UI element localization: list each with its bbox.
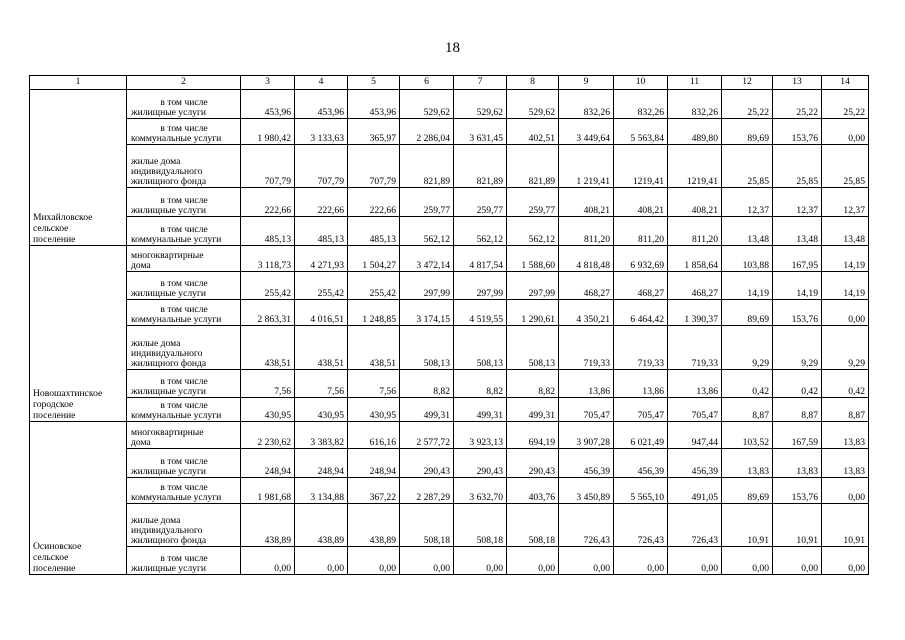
category-line: коммунальные услуги bbox=[131, 313, 222, 325]
category-cell bbox=[127, 398, 241, 422]
value-cell: 10,91 bbox=[773, 504, 822, 547]
value-cell: 259,77 bbox=[507, 188, 559, 217]
table-row bbox=[30, 398, 869, 422]
value-cell: 9,29 bbox=[722, 326, 773, 370]
category-line: индивидуального bbox=[131, 347, 203, 359]
value-cell: 726,43 bbox=[668, 504, 722, 547]
settlement-name-line: поселение bbox=[33, 409, 76, 421]
value-cell: 3 133,63 bbox=[295, 119, 348, 145]
category-line: жилые дома bbox=[131, 514, 181, 526]
value-cell: 3 472,14 bbox=[400, 246, 454, 272]
value-cell: 707,79 bbox=[295, 145, 348, 188]
category-line: коммунальные услуги bbox=[131, 233, 222, 245]
category-cell bbox=[127, 272, 241, 300]
value-cell: 6 932,69 bbox=[614, 246, 668, 272]
value-cell: 726,43 bbox=[614, 504, 668, 547]
header-cell-14: 14 bbox=[822, 76, 869, 90]
value-cell: 8,82 bbox=[400, 370, 454, 398]
value-cell: 14,19 bbox=[822, 272, 869, 300]
value-cell: 508,13 bbox=[400, 326, 454, 370]
category-cell bbox=[127, 422, 241, 449]
category-line: индивидуального bbox=[131, 524, 203, 536]
table-row bbox=[30, 272, 869, 300]
value-cell: 438,89 bbox=[348, 504, 400, 547]
value-cell: 485,13 bbox=[295, 217, 348, 246]
table-row bbox=[30, 449, 869, 478]
settlement-name bbox=[30, 422, 127, 575]
category-cell bbox=[127, 217, 241, 246]
value-cell: 4 818,48 bbox=[559, 246, 614, 272]
value-cell: 8,82 bbox=[507, 370, 559, 398]
value-cell: 0,00 bbox=[559, 547, 614, 575]
value-cell: 508,13 bbox=[454, 326, 507, 370]
settlement-name-line: поселение bbox=[33, 233, 76, 245]
header-cell-7: 7 bbox=[454, 76, 507, 90]
value-cell: 6 464,42 bbox=[614, 300, 668, 326]
value-cell: 468,27 bbox=[559, 272, 614, 300]
header-cell-2: 2 bbox=[127, 76, 241, 90]
category-cell bbox=[127, 119, 241, 145]
value-cell: 508,18 bbox=[454, 504, 507, 547]
table-row bbox=[30, 504, 869, 547]
value-cell: 491,05 bbox=[668, 478, 722, 504]
value-cell: 508,18 bbox=[507, 504, 559, 547]
value-cell: 0,00 bbox=[400, 547, 454, 575]
value-cell: 1219,41 bbox=[614, 145, 668, 188]
value-cell: 297,99 bbox=[507, 272, 559, 300]
category-line: жилищные услуги bbox=[131, 562, 207, 574]
value-cell: 297,99 bbox=[400, 272, 454, 300]
value-cell: 438,51 bbox=[241, 326, 295, 370]
value-cell: 562,12 bbox=[400, 217, 454, 246]
settlement-name-line: сельское bbox=[33, 222, 69, 234]
value-cell: 1 588,60 bbox=[507, 246, 559, 272]
category-line: жилищного фонда bbox=[131, 534, 207, 546]
value-cell: 811,20 bbox=[668, 217, 722, 246]
category-line: жилищные услуги bbox=[131, 204, 207, 216]
value-cell: 6 021,49 bbox=[614, 422, 668, 449]
header-cell-4: 4 bbox=[295, 76, 348, 90]
value-cell: 508,18 bbox=[400, 504, 454, 547]
value-cell: 0,00 bbox=[822, 119, 869, 145]
value-cell: 5 565,10 bbox=[614, 478, 668, 504]
value-cell: 832,26 bbox=[668, 90, 722, 119]
value-cell: 1 219,41 bbox=[559, 145, 614, 188]
value-cell: 694,19 bbox=[507, 422, 559, 449]
value-cell: 0,00 bbox=[822, 478, 869, 504]
value-cell: 2 287,29 bbox=[400, 478, 454, 504]
category-line: в том числе bbox=[160, 399, 208, 411]
settlement-name bbox=[30, 90, 127, 246]
value-cell: 947,44 bbox=[668, 422, 722, 449]
value-cell: 562,12 bbox=[507, 217, 559, 246]
category-cell bbox=[127, 145, 241, 188]
category-cell bbox=[127, 246, 241, 272]
settlement-name-line: Новошахтинское bbox=[33, 387, 103, 399]
category-line: в том числе bbox=[160, 552, 208, 564]
value-cell: 367,22 bbox=[348, 478, 400, 504]
value-cell: 8,87 bbox=[822, 398, 869, 422]
value-cell: 248,94 bbox=[241, 449, 295, 478]
category-line: в том числе bbox=[160, 96, 208, 108]
value-cell: 438,89 bbox=[241, 504, 295, 547]
value-cell: 485,13 bbox=[241, 217, 295, 246]
value-cell: 408,21 bbox=[559, 188, 614, 217]
value-cell: 3 449,64 bbox=[559, 119, 614, 145]
value-cell: 499,31 bbox=[507, 398, 559, 422]
header-cell-6: 6 bbox=[400, 76, 454, 90]
value-cell: 8,82 bbox=[454, 370, 507, 398]
value-cell: 12,37 bbox=[822, 188, 869, 217]
value-cell: 25,22 bbox=[822, 90, 869, 119]
table-row bbox=[30, 188, 869, 217]
value-cell: 562,12 bbox=[454, 217, 507, 246]
category-cell bbox=[127, 90, 241, 119]
category-cell bbox=[127, 326, 241, 370]
value-cell: 5 563,84 bbox=[614, 119, 668, 145]
table-row bbox=[30, 217, 869, 246]
settlement-name-line: сельское bbox=[33, 551, 69, 563]
value-cell: 290,43 bbox=[454, 449, 507, 478]
value-cell: 430,95 bbox=[348, 398, 400, 422]
category-line: в том числе bbox=[160, 375, 208, 387]
value-cell: 7,56 bbox=[295, 370, 348, 398]
value-cell: 3 118,73 bbox=[241, 246, 295, 272]
value-cell: 103,88 bbox=[722, 246, 773, 272]
value-cell: 438,51 bbox=[295, 326, 348, 370]
value-cell: 453,96 bbox=[295, 90, 348, 119]
value-cell: 259,77 bbox=[400, 188, 454, 217]
category-line: дома bbox=[131, 436, 151, 448]
category-line: многоквартирные bbox=[131, 249, 204, 261]
value-cell: 0,00 bbox=[773, 547, 822, 575]
value-cell: 438,51 bbox=[348, 326, 400, 370]
table-row bbox=[30, 370, 869, 398]
value-cell: 529,62 bbox=[454, 90, 507, 119]
value-cell: 0,00 bbox=[722, 547, 773, 575]
value-cell: 4 016,51 bbox=[295, 300, 348, 326]
value-cell: 1 390,37 bbox=[668, 300, 722, 326]
value-cell: 103,52 bbox=[722, 422, 773, 449]
value-cell: 0,00 bbox=[348, 547, 400, 575]
value-cell: 508,13 bbox=[507, 326, 559, 370]
tariff-table bbox=[29, 75, 869, 575]
value-cell: 9,29 bbox=[773, 326, 822, 370]
value-cell: 222,66 bbox=[348, 188, 400, 217]
category-line: коммунальные услуги bbox=[131, 409, 222, 421]
value-cell: 529,62 bbox=[507, 90, 559, 119]
value-cell: 0,00 bbox=[241, 547, 295, 575]
value-cell: 0,00 bbox=[822, 300, 869, 326]
value-cell: 12,37 bbox=[773, 188, 822, 217]
value-cell: 255,42 bbox=[295, 272, 348, 300]
value-cell: 153,76 bbox=[773, 478, 822, 504]
category-cell bbox=[127, 504, 241, 547]
table-row bbox=[30, 119, 869, 145]
value-cell: 248,94 bbox=[295, 449, 348, 478]
value-cell: 408,21 bbox=[668, 188, 722, 217]
value-cell: 13,83 bbox=[822, 422, 869, 449]
value-cell: 297,99 bbox=[454, 272, 507, 300]
value-cell: 10,91 bbox=[822, 504, 869, 547]
value-cell: 167,95 bbox=[773, 246, 822, 272]
value-cell: 2 286,04 bbox=[400, 119, 454, 145]
value-cell: 8,87 bbox=[722, 398, 773, 422]
table-row bbox=[30, 246, 869, 272]
category-line: жилищные услуги bbox=[131, 287, 207, 299]
header-cell-3: 3 bbox=[241, 76, 295, 90]
table-row bbox=[30, 145, 869, 188]
value-cell: 167,59 bbox=[773, 422, 822, 449]
category-line: в том числе bbox=[160, 122, 208, 134]
value-cell: 4 519,55 bbox=[454, 300, 507, 326]
value-cell: 832,26 bbox=[614, 90, 668, 119]
value-cell: 811,20 bbox=[559, 217, 614, 246]
value-cell: 489,80 bbox=[668, 119, 722, 145]
value-cell: 3 907,28 bbox=[559, 422, 614, 449]
value-cell: 832,26 bbox=[559, 90, 614, 119]
value-cell: 365,97 bbox=[348, 119, 400, 145]
header-cell-13: 13 bbox=[773, 76, 822, 90]
category-line: в том числе bbox=[160, 481, 208, 493]
header-cell-9: 9 bbox=[559, 76, 614, 90]
value-cell: 811,20 bbox=[614, 217, 668, 246]
category-cell bbox=[127, 478, 241, 504]
value-cell: 4 271,93 bbox=[295, 246, 348, 272]
value-cell: 1 981,68 bbox=[241, 478, 295, 504]
value-cell: 821,89 bbox=[507, 145, 559, 188]
value-cell: 10,91 bbox=[722, 504, 773, 547]
value-cell: 403,76 bbox=[507, 478, 559, 504]
value-cell: 456,39 bbox=[614, 449, 668, 478]
value-cell: 1 504,27 bbox=[348, 246, 400, 272]
value-cell: 14,19 bbox=[722, 272, 773, 300]
value-cell: 1 980,42 bbox=[241, 119, 295, 145]
table-row bbox=[30, 547, 869, 575]
value-cell: 499,31 bbox=[400, 398, 454, 422]
value-cell: 2 863,31 bbox=[241, 300, 295, 326]
category-line: в том числе bbox=[160, 194, 208, 206]
value-cell: 25,85 bbox=[722, 145, 773, 188]
value-cell: 13,83 bbox=[722, 449, 773, 478]
value-cell: 705,47 bbox=[559, 398, 614, 422]
value-cell: 485,13 bbox=[348, 217, 400, 246]
settlement-name-line: Осиновское bbox=[33, 540, 82, 552]
value-cell: 707,79 bbox=[348, 145, 400, 188]
value-cell: 0,00 bbox=[507, 547, 559, 575]
category-line: жилищного фонда bbox=[131, 357, 207, 369]
header-cell-8: 8 bbox=[507, 76, 559, 90]
value-cell: 4 817,54 bbox=[454, 246, 507, 272]
value-cell: 1 290,61 bbox=[507, 300, 559, 326]
value-cell: 719,33 bbox=[614, 326, 668, 370]
value-cell: 153,76 bbox=[773, 119, 822, 145]
value-cell: 821,89 bbox=[400, 145, 454, 188]
category-line: дома bbox=[131, 259, 151, 271]
value-cell: 14,19 bbox=[822, 246, 869, 272]
value-cell: 468,27 bbox=[614, 272, 668, 300]
value-cell: 705,47 bbox=[614, 398, 668, 422]
category-line: жилищные услуги bbox=[131, 465, 207, 477]
category-line: в том числе bbox=[160, 455, 208, 467]
table-row bbox=[30, 300, 869, 326]
value-cell: 3 134,88 bbox=[295, 478, 348, 504]
category-line: жилищные услуги bbox=[131, 106, 207, 118]
value-cell: 453,96 bbox=[241, 90, 295, 119]
value-cell: 14,19 bbox=[773, 272, 822, 300]
value-cell: 3 631,45 bbox=[454, 119, 507, 145]
value-cell: 499,31 bbox=[454, 398, 507, 422]
value-cell: 7,56 bbox=[241, 370, 295, 398]
value-cell: 705,47 bbox=[668, 398, 722, 422]
value-cell: 13,83 bbox=[822, 449, 869, 478]
value-cell: 13,86 bbox=[559, 370, 614, 398]
value-cell: 3 923,13 bbox=[454, 422, 507, 449]
value-cell: 0,00 bbox=[822, 547, 869, 575]
value-cell: 25,85 bbox=[822, 145, 869, 188]
header-cell-10: 10 bbox=[614, 76, 668, 90]
category-line: жилищные услуги bbox=[131, 385, 207, 397]
value-cell: 25,22 bbox=[722, 90, 773, 119]
category-line: индивидуального bbox=[131, 165, 203, 177]
header-cell-12: 12 bbox=[722, 76, 773, 90]
value-cell: 0,00 bbox=[614, 547, 668, 575]
settlement-name-line: Михайловское bbox=[33, 211, 93, 223]
value-cell: 89,69 bbox=[722, 478, 773, 504]
page-number: 18 bbox=[445, 40, 460, 56]
value-cell: 430,95 bbox=[241, 398, 295, 422]
category-cell bbox=[127, 547, 241, 575]
value-cell: 25,85 bbox=[773, 145, 822, 188]
category-line: жилые дома bbox=[131, 337, 181, 349]
value-cell: 13,48 bbox=[773, 217, 822, 246]
value-cell: 719,33 bbox=[668, 326, 722, 370]
value-cell: 9,29 bbox=[822, 326, 869, 370]
value-cell: 248,94 bbox=[348, 449, 400, 478]
header-cell-1: 1 bbox=[30, 76, 127, 90]
value-cell: 0,42 bbox=[722, 370, 773, 398]
value-cell: 89,69 bbox=[722, 119, 773, 145]
value-cell: 430,95 bbox=[295, 398, 348, 422]
category-cell bbox=[127, 449, 241, 478]
category-cell bbox=[127, 300, 241, 326]
category-line: в том числе bbox=[160, 223, 208, 235]
value-cell: 255,42 bbox=[241, 272, 295, 300]
category-line: коммунальные услуги bbox=[131, 491, 222, 503]
category-line: коммунальные услуги bbox=[131, 132, 222, 144]
value-cell: 89,69 bbox=[722, 300, 773, 326]
category-line: жилищного фонда bbox=[131, 175, 207, 187]
table-row bbox=[30, 478, 869, 504]
value-cell: 290,43 bbox=[400, 449, 454, 478]
value-cell: 3 383,82 bbox=[295, 422, 348, 449]
category-line: многоквартирные bbox=[131, 426, 204, 438]
value-cell: 402,51 bbox=[507, 119, 559, 145]
table-row bbox=[30, 326, 869, 370]
settlement-name bbox=[30, 246, 127, 422]
settlement-name-line: городское bbox=[33, 398, 74, 410]
value-cell: 0,42 bbox=[822, 370, 869, 398]
value-cell: 0,42 bbox=[773, 370, 822, 398]
value-cell: 3 632,70 bbox=[454, 478, 507, 504]
value-cell: 3 174,15 bbox=[400, 300, 454, 326]
header-row bbox=[30, 76, 869, 90]
category-line: в том числе bbox=[160, 277, 208, 289]
header-cell-11: 11 bbox=[668, 76, 722, 90]
value-cell: 290,43 bbox=[507, 449, 559, 478]
value-cell: 13,83 bbox=[773, 449, 822, 478]
value-cell: 8,87 bbox=[773, 398, 822, 422]
value-cell: 1219,41 bbox=[668, 145, 722, 188]
value-cell: 4 350,21 bbox=[559, 300, 614, 326]
value-cell: 719,33 bbox=[559, 326, 614, 370]
category-line: в том числе bbox=[160, 303, 208, 315]
value-cell: 0,00 bbox=[295, 547, 348, 575]
value-cell: 468,27 bbox=[668, 272, 722, 300]
value-cell: 726,43 bbox=[559, 504, 614, 547]
category-line: жилые дома bbox=[131, 155, 181, 167]
value-cell: 3 450,89 bbox=[559, 478, 614, 504]
value-cell: 7,56 bbox=[348, 370, 400, 398]
category-cell bbox=[127, 188, 241, 217]
table-row bbox=[30, 422, 869, 449]
value-cell: 1 248,85 bbox=[348, 300, 400, 326]
category-cell bbox=[127, 370, 241, 398]
value-cell: 438,89 bbox=[295, 504, 348, 547]
value-cell: 255,42 bbox=[348, 272, 400, 300]
value-cell: 821,89 bbox=[454, 145, 507, 188]
value-cell: 12,37 bbox=[722, 188, 773, 217]
header-cell-5: 5 bbox=[348, 76, 400, 90]
value-cell: 453,96 bbox=[348, 90, 400, 119]
value-cell: 408,21 bbox=[614, 188, 668, 217]
value-cell: 13,86 bbox=[614, 370, 668, 398]
value-cell: 13,86 bbox=[668, 370, 722, 398]
value-cell: 0,00 bbox=[668, 547, 722, 575]
value-cell: 456,39 bbox=[559, 449, 614, 478]
value-cell: 707,79 bbox=[241, 145, 295, 188]
value-cell: 2 577,72 bbox=[400, 422, 454, 449]
value-cell: 0,00 bbox=[454, 547, 507, 575]
value-cell: 616,16 bbox=[348, 422, 400, 449]
value-cell: 259,77 bbox=[454, 188, 507, 217]
value-cell: 25,22 bbox=[773, 90, 822, 119]
settlement-name-line: поселение bbox=[33, 562, 76, 574]
value-cell: 2 230,62 bbox=[241, 422, 295, 449]
value-cell: 529,62 bbox=[400, 90, 454, 119]
value-cell: 13,48 bbox=[822, 217, 869, 246]
value-cell: 153,76 bbox=[773, 300, 822, 326]
value-cell: 1 858,64 bbox=[668, 246, 722, 272]
value-cell: 456,39 bbox=[668, 449, 722, 478]
value-cell: 222,66 bbox=[241, 188, 295, 217]
table-row bbox=[30, 90, 869, 119]
value-cell: 222,66 bbox=[295, 188, 348, 217]
value-cell: 13,48 bbox=[722, 217, 773, 246]
